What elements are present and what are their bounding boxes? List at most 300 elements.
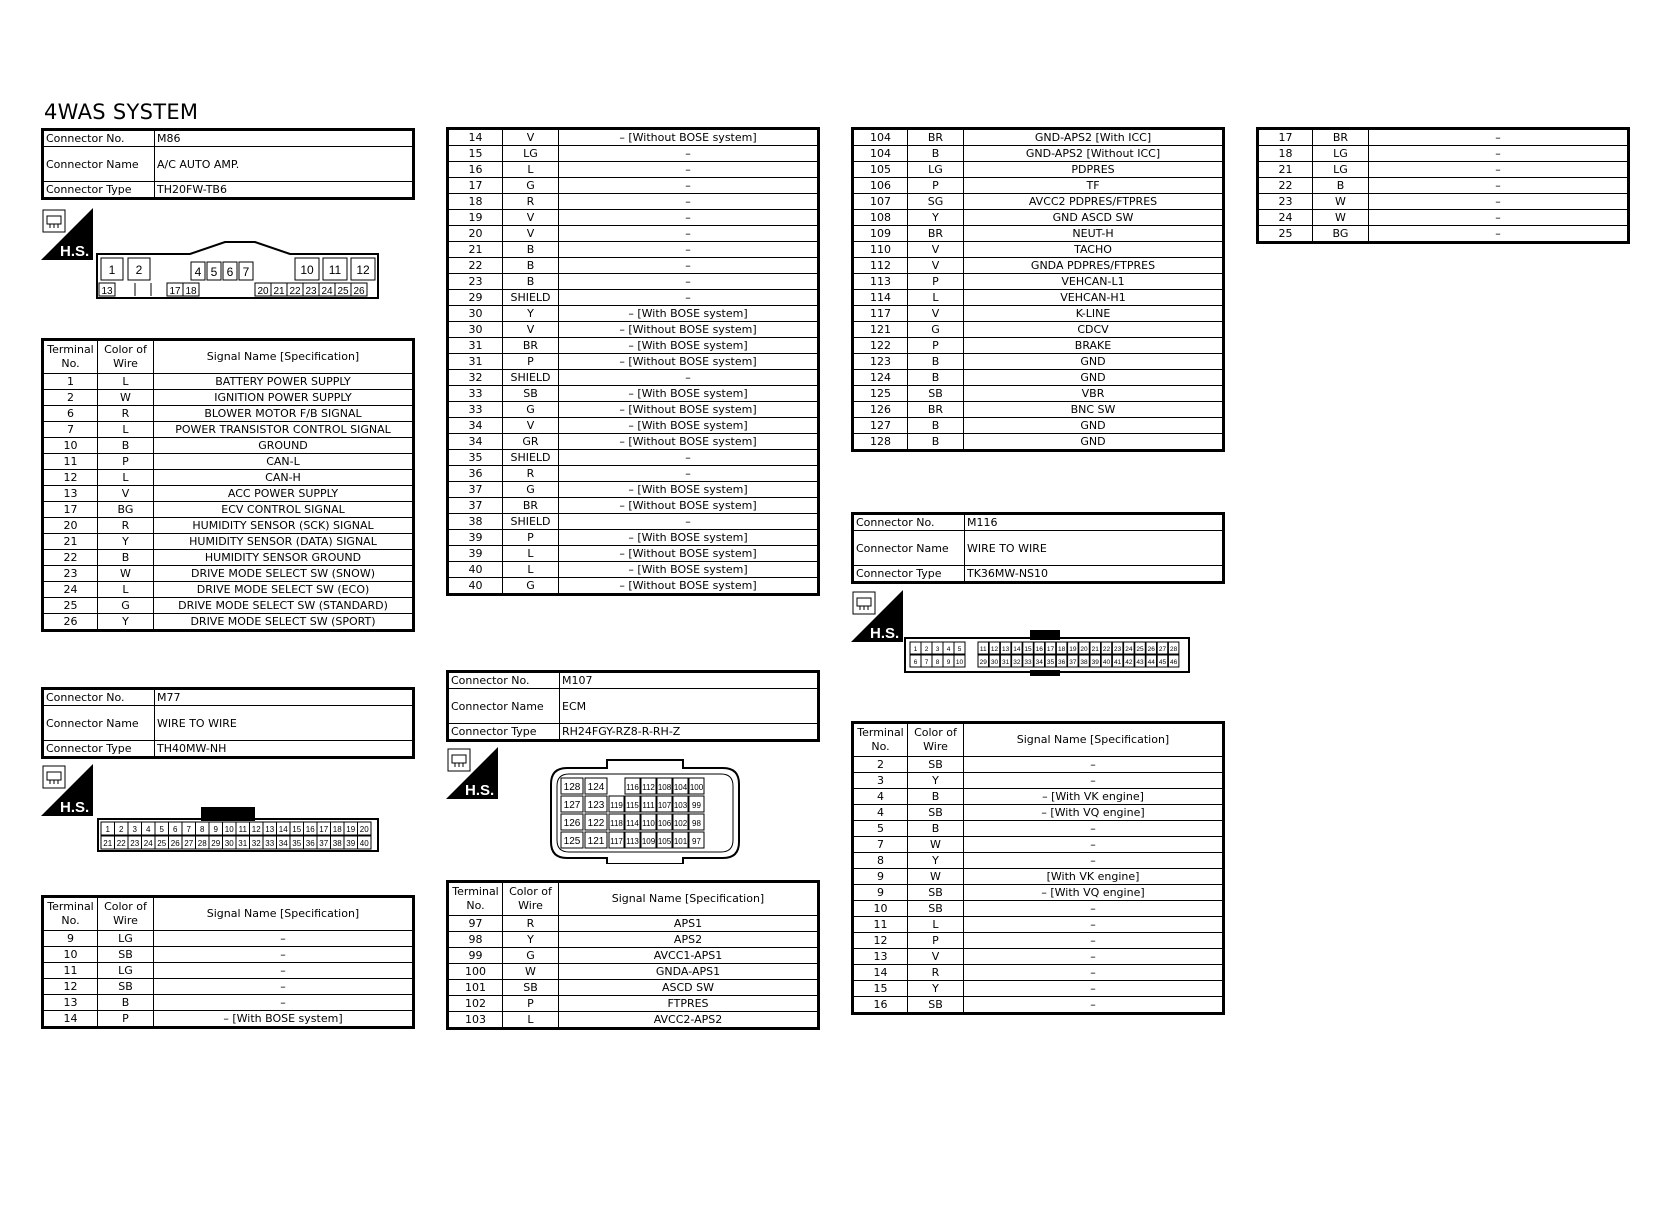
hs-label: H.S. [60, 799, 90, 816]
signal-name-cell: APS2 [559, 932, 819, 948]
table-row [853, 821, 1224, 837]
signal-name-cell: [With VK engine] [964, 869, 1224, 885]
terminal-no-cell: 30 [448, 322, 503, 338]
pin-label: 21 [1091, 646, 1099, 653]
wire-color-cell: V [908, 306, 964, 322]
signal-name-cell: CDCV [964, 322, 1224, 338]
terminal-no-cell: 32 [448, 370, 503, 386]
terminal-no-cell: 17 [1258, 129, 1313, 146]
signal-name-cell: – [964, 837, 1224, 853]
terminal-table-m107-continued [851, 127, 1225, 452]
signal-name-cell: – [With BOSE system] [559, 482, 819, 498]
signal-name-cell: GNDA-APS1 [559, 964, 819, 980]
table-row [448, 258, 819, 274]
wire-color-cell: Y [503, 932, 559, 948]
wire-color-cell: LG [98, 963, 154, 979]
wire-color-cell: W [908, 837, 964, 853]
wire-color-cell: R [503, 916, 559, 932]
terminal-no-cell: 8 [853, 853, 908, 869]
wire-color-cell: B [908, 821, 964, 837]
table-row [1258, 210, 1629, 226]
pin-label: 111 [642, 801, 655, 810]
wire-color-cell: Y [908, 981, 964, 997]
signal-name-cell: – [559, 210, 819, 226]
wire-color-cell: V [503, 226, 559, 242]
table-row [853, 901, 1224, 917]
signal-name-cell: AVCC1-APS1 [559, 948, 819, 964]
terminal-no-cell: 40 [448, 562, 503, 578]
terminal-no-cell: 11 [43, 454, 98, 470]
terminal-no-cell: 4 [853, 805, 908, 821]
pin-label: 110 [642, 819, 655, 828]
pin-label: 98 [692, 819, 701, 828]
table-row [43, 963, 414, 979]
terminal-no-cell: 31 [448, 338, 503, 354]
pin-label: 23 [1114, 646, 1122, 653]
pin-label: 109 [641, 837, 656, 846]
pin-label: 4 [194, 265, 202, 279]
wire-color-cell: G [503, 402, 559, 418]
wire-color-cell: P [503, 530, 559, 546]
label-connector-name: Connector Name [448, 689, 560, 724]
pin-label: 126 [563, 818, 581, 829]
label-connector-no: Connector No. [43, 689, 155, 706]
table-row [853, 386, 1224, 402]
terminal-no-cell: 14 [448, 129, 503, 146]
signal-name-cell: K-LINE [964, 306, 1224, 322]
signal-name-cell: – [964, 853, 1224, 869]
label-connector-type: Connector Type [43, 182, 155, 199]
table-row [853, 226, 1224, 242]
signal-name-cell: – [With BOSE system] [559, 418, 819, 434]
wire-color-cell: L [503, 1012, 559, 1029]
signal-name-cell: – [559, 242, 819, 258]
terminal-no-cell: 36 [448, 466, 503, 482]
pin-label: 38 [332, 839, 342, 848]
terminal-no-cell: 30 [448, 306, 503, 322]
signal-name-cell: – [964, 965, 1224, 981]
signal-name-cell: TACHO [964, 242, 1224, 258]
terminal-no-cell: 20 [448, 226, 503, 242]
terminal-no-cell: 121 [853, 322, 908, 338]
wire-color-cell: P [908, 933, 964, 949]
hs-label: H.S. [465, 782, 495, 799]
signal-name-cell: GND [964, 370, 1224, 386]
table-row [1258, 194, 1629, 210]
signal-name-cell: DRIVE MODE SELECT SW (STANDARD) [154, 598, 414, 614]
wire-color-cell: W [908, 869, 964, 885]
table-row [43, 534, 414, 550]
terminal-no-cell: 22 [448, 258, 503, 274]
terminal-no-cell: 5 [853, 821, 908, 837]
pin-label: 125 [563, 836, 581, 847]
table-row [853, 129, 1224, 146]
terminal-no-cell: 20 [43, 518, 98, 534]
table-row [853, 322, 1224, 338]
header-color-of-wire: Color of Wire [98, 340, 154, 374]
wire-color-cell: R [503, 466, 559, 482]
wire-color-cell: LG [908, 162, 964, 178]
signal-name-cell: POWER TRANSISTOR CONTROL SIGNAL [154, 422, 414, 438]
terminal-no-cell: 33 [448, 386, 503, 402]
terminal-no-cell: 100 [448, 964, 503, 980]
pin-label: 114 [626, 819, 639, 828]
pin-label: 10 [224, 825, 234, 834]
pin-label: 20 [257, 286, 269, 297]
terminal-no-cell: 4 [853, 789, 908, 805]
wire-color-cell: R [908, 965, 964, 981]
connector-type-value: RH24FGY-RZ8-R-RH-Z [560, 724, 819, 741]
table-row [853, 258, 1224, 274]
table-row [448, 418, 819, 434]
wire-color-cell: Y [908, 210, 964, 226]
terminal-no-cell: 2 [43, 390, 98, 406]
pin-label: 7 [924, 659, 929, 666]
table-row [43, 598, 414, 614]
terminal-table-m116-continued [1256, 127, 1630, 244]
signal-name-cell: – [With BOSE system] [559, 386, 819, 402]
wire-color-cell: LG [503, 146, 559, 162]
signal-name-cell: – [964, 933, 1224, 949]
wire-color-cell: G [503, 482, 559, 498]
terminal-no-cell: 9 [43, 931, 98, 947]
terminal-no-cell: 3 [853, 773, 908, 789]
signal-name-cell: – [Without BOSE system] [559, 434, 819, 450]
wire-color-cell: BR [503, 338, 559, 354]
connector-type-value: TH20FW-TB6 [155, 182, 414, 199]
table-row [448, 226, 819, 242]
terminal-no-cell: 21 [43, 534, 98, 550]
signal-name-cell: – [559, 194, 819, 210]
terminal-no-cell: 112 [853, 258, 908, 274]
signal-name-cell: – [1369, 178, 1629, 194]
pin-label: 9 [213, 825, 218, 834]
pin-label: 19 [1069, 646, 1077, 653]
terminal-no-cell: 17 [448, 178, 503, 194]
harness-side-icon [41, 208, 93, 264]
pin-label: 40 [1102, 659, 1111, 666]
table-row [853, 306, 1224, 322]
pin-label: 25 [157, 839, 167, 848]
signal-name-cell: ECV CONTROL SIGNAL [154, 502, 414, 518]
pin-label: 25 [337, 286, 349, 297]
pin-label: 43 [1136, 659, 1144, 666]
table-row [448, 964, 819, 980]
signal-name-cell: – [154, 995, 414, 1011]
signal-name-cell: CAN-H [154, 470, 414, 486]
harness-side-icon [446, 747, 498, 803]
table-row [448, 916, 819, 932]
signal-name-cell: TF [964, 178, 1224, 194]
terminal-no-cell: 2 [853, 757, 908, 773]
wire-color-cell: V [908, 949, 964, 965]
wire-color-cell: L [503, 546, 559, 562]
table-row [448, 178, 819, 194]
pin-label: 103 [673, 801, 688, 810]
pin-label: 25 [1136, 646, 1144, 653]
table-row [43, 502, 414, 518]
terminal-no-cell: 24 [43, 582, 98, 598]
connector-type-value: TK36MW-NS10 [965, 566, 1224, 583]
table-row [448, 996, 819, 1012]
pin-label: 18 [1058, 646, 1066, 653]
signal-name-cell: VBR [964, 386, 1224, 402]
pin-label: 38 [1080, 659, 1088, 666]
wire-color-cell: B [503, 242, 559, 258]
table-row [43, 550, 414, 566]
signal-name-cell: – [Without BOSE system] [559, 498, 819, 514]
wire-color-cell: R [98, 406, 154, 422]
wire-color-cell: SHIELD [503, 450, 559, 466]
pin-label: 4 [946, 646, 951, 653]
pin-label: 31 [238, 839, 248, 848]
terminal-no-cell: 108 [853, 210, 908, 226]
pin-label: 12 [251, 825, 261, 834]
pin-label: 10 [955, 659, 964, 666]
wire-color-cell: G [908, 322, 964, 338]
pin-label: 41 [1114, 659, 1122, 666]
wire-color-cell: V [908, 258, 964, 274]
label-connector-type: Connector Type [853, 566, 965, 583]
signal-name-cell: – [964, 757, 1224, 773]
wire-color-cell: SB [908, 997, 964, 1014]
wire-color-cell: V [503, 322, 559, 338]
pin-label: 12 [990, 646, 999, 653]
table-row [1258, 226, 1629, 243]
header-terminal-no: Terminal No. [43, 897, 98, 931]
terminal-no-cell: 98 [448, 932, 503, 948]
connector-diagram-m86 [95, 240, 385, 306]
wire-color-cell: L [98, 374, 154, 390]
signal-name-cell: – [559, 466, 819, 482]
table-row [43, 422, 414, 438]
pin-label: 17 [319, 825, 329, 834]
table-row [853, 885, 1224, 901]
wire-color-cell: SHIELD [503, 290, 559, 306]
table-row [43, 614, 414, 631]
wire-color-cell: W [503, 964, 559, 980]
wire-color-cell: SB [98, 979, 154, 995]
signal-name-cell: – [559, 370, 819, 386]
pin-label: 26 [353, 286, 365, 297]
signal-name-cell: – [559, 162, 819, 178]
pin-label: 24 [143, 839, 153, 848]
wire-color-cell: BG [98, 502, 154, 518]
table-row [1258, 178, 1629, 194]
wire-color-cell: R [503, 194, 559, 210]
wire-color-cell: P [908, 178, 964, 194]
terminal-no-cell: 10 [43, 438, 98, 454]
wire-color-cell: Y [98, 534, 154, 550]
signal-name-cell: ACC POWER SUPPLY [154, 486, 414, 502]
pin-label: 108 [657, 783, 672, 792]
signal-name-cell: DRIVE MODE SELECT SW (SNOW) [154, 566, 414, 582]
table-row [853, 773, 1224, 789]
table-row [853, 805, 1224, 821]
terminal-no-cell: 37 [448, 498, 503, 514]
wire-color-cell: BR [908, 129, 964, 146]
table-row [43, 438, 414, 454]
pin-label: 29 [211, 839, 221, 848]
table-row [448, 434, 819, 450]
pin-label: 23 [130, 839, 140, 848]
table-row [853, 146, 1224, 162]
header-color-of-wire: Color of Wire [503, 882, 559, 916]
table-row [853, 917, 1224, 933]
table-row [448, 402, 819, 418]
wire-color-cell: L [503, 562, 559, 578]
pin-label: 100 [689, 783, 704, 792]
pin-label: 1 [105, 825, 110, 834]
pin-label: 8 [200, 825, 205, 834]
connector-no-value: M86 [155, 130, 414, 147]
table-row [448, 482, 819, 498]
terminal-no-cell: 10 [853, 901, 908, 917]
wire-color-cell: V [98, 486, 154, 502]
signal-name-cell: – [With BOSE system] [559, 562, 819, 578]
wire-color-cell: SB [503, 386, 559, 402]
wire-color-cell: V [503, 129, 559, 146]
pin-label: 1 [913, 646, 918, 653]
connector-name-value: WIRE TO WIRE [965, 531, 1224, 566]
pin-label: 16 [1035, 646, 1043, 653]
wire-color-cell: P [503, 354, 559, 370]
pin-label: 32 [251, 839, 261, 848]
signal-name-cell: PDPRES [964, 162, 1224, 178]
pin-label: 18 [185, 286, 197, 297]
wire-color-cell: Y [908, 773, 964, 789]
pin-label: 3 [132, 825, 137, 834]
header-color-of-wire: Color of Wire [98, 897, 154, 931]
table-row [448, 530, 819, 546]
wire-color-cell: G [503, 578, 559, 595]
pin-label: 20 [1080, 646, 1088, 653]
pin-label: 34 [278, 839, 288, 848]
label-connector-name: Connector Name [43, 706, 155, 741]
signal-name-cell: – [559, 258, 819, 274]
pin-label: 107 [657, 801, 672, 810]
terminal-no-cell: 12 [853, 933, 908, 949]
terminal-no-cell: 128 [853, 434, 908, 451]
terminal-no-cell: 124 [853, 370, 908, 386]
signal-name-cell: BRAKE [964, 338, 1224, 354]
wire-color-cell: B [908, 789, 964, 805]
pin-label: 39 [346, 839, 356, 848]
wire-color-cell: W [1313, 210, 1369, 226]
wire-color-cell: B [98, 438, 154, 454]
signal-name-cell: – [154, 931, 414, 947]
table-row [853, 933, 1224, 949]
terminal-no-cell: 15 [853, 981, 908, 997]
terminal-no-cell: 37 [448, 482, 503, 498]
signal-name-cell: – [559, 514, 819, 530]
harness-side-icon [41, 764, 93, 820]
table-row [853, 965, 1224, 981]
wire-color-cell: B [908, 370, 964, 386]
table-row [43, 454, 414, 470]
pin-label: 28 [197, 839, 207, 848]
terminal-no-cell: 23 [448, 274, 503, 290]
table-row [43, 1011, 414, 1028]
wire-color-cell: SB [908, 901, 964, 917]
pin-label: 21 [273, 286, 285, 297]
wire-color-cell: P [98, 1011, 154, 1028]
pin-label: 119 [610, 801, 623, 810]
wire-color-cell: L [98, 582, 154, 598]
signal-name-cell: – [With BOSE system] [559, 306, 819, 322]
table-row [43, 470, 414, 486]
signal-name-cell: HUMIDITY SENSOR (SCK) SIGNAL [154, 518, 414, 534]
pin-label: 128 [563, 782, 581, 793]
table-row [43, 406, 414, 422]
signal-name-cell: – [Without BOSE system] [559, 578, 819, 595]
pin-label: 32 [1013, 659, 1021, 666]
terminal-no-cell: 101 [448, 980, 503, 996]
connector-info-m107 [446, 670, 820, 742]
table-row [853, 402, 1224, 418]
table-row [448, 274, 819, 290]
table-row [853, 869, 1224, 885]
connector-info-m86 [41, 128, 415, 200]
pin-label: 17 [1046, 646, 1055, 653]
terminal-no-cell: 97 [448, 916, 503, 932]
wire-color-cell: B [1313, 178, 1369, 194]
terminal-no-cell: 125 [853, 386, 908, 402]
signal-name-cell: – [154, 947, 414, 963]
wire-color-cell: SB [98, 947, 154, 963]
pin-label: 14 [278, 825, 288, 834]
header-signal-name: Signal Name [Specification] [964, 723, 1224, 757]
table-row [448, 948, 819, 964]
signal-name-cell: AVCC2-APS2 [559, 1012, 819, 1029]
pin-label: 10 [300, 263, 314, 277]
wire-color-cell: GR [503, 434, 559, 450]
connector-diagram-m116 [904, 628, 1190, 680]
wire-color-cell: L [98, 422, 154, 438]
table-row [43, 390, 414, 406]
signal-name-cell: – [964, 949, 1224, 965]
pin-label: 30 [224, 839, 234, 848]
pin-label: 127 [563, 800, 581, 811]
terminal-no-cell: 35 [448, 450, 503, 466]
terminal-no-cell: 109 [853, 226, 908, 242]
terminal-no-cell: 105 [853, 162, 908, 178]
signal-name-cell: – [154, 979, 414, 995]
table-row [853, 242, 1224, 258]
pin-label: 26 [170, 839, 180, 848]
connector-info-m77 [41, 687, 415, 759]
pin-label: 11 [979, 646, 987, 653]
signal-name-cell: GND-APS2 [With ICC] [964, 129, 1224, 146]
wire-color-cell: V [503, 418, 559, 434]
pin-label: 36 [305, 839, 315, 848]
pin-label: 34 [1035, 659, 1043, 666]
signal-name-cell: GNDA PDPRES/FTPRES [964, 258, 1224, 274]
wire-color-cell: SB [503, 980, 559, 996]
table-row [448, 578, 819, 595]
wire-color-cell: SB [908, 805, 964, 821]
terminal-no-cell: 104 [853, 129, 908, 146]
table-row [448, 338, 819, 354]
wire-color-cell: P [908, 338, 964, 354]
header-signal-name: Signal Name [Specification] [154, 897, 414, 931]
table-row [43, 486, 414, 502]
table-row [853, 757, 1224, 773]
signal-name-cell: DRIVE MODE SELECT SW (ECO) [154, 582, 414, 598]
pin-label: 2 [135, 263, 143, 277]
wire-color-cell: Y [503, 306, 559, 322]
table-row [853, 162, 1224, 178]
